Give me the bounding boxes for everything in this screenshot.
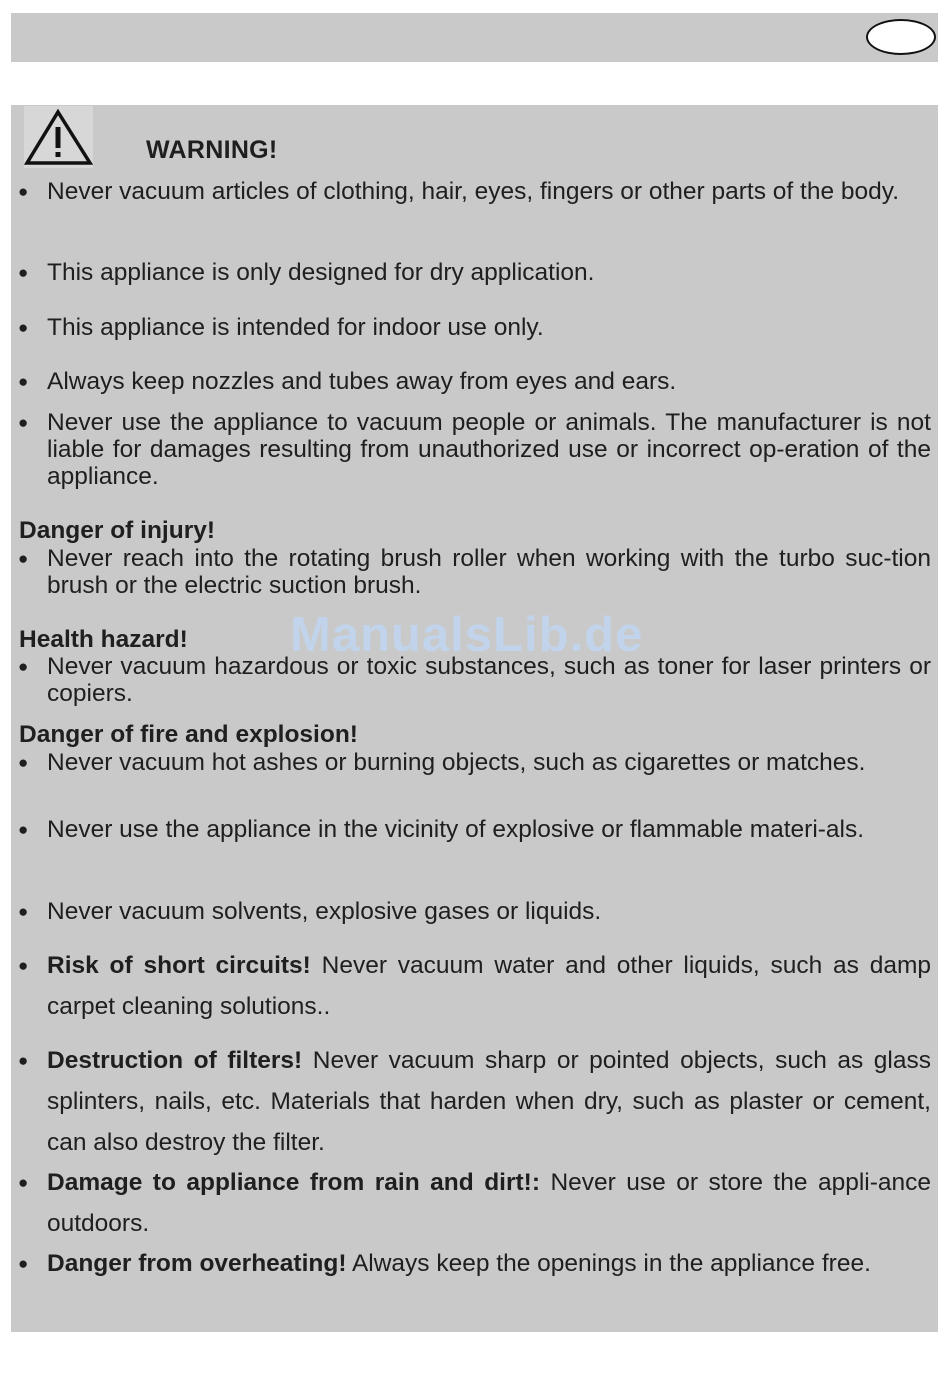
item-label: Damage to appliance from rain and dirt!:	[47, 1169, 540, 1196]
warning-triangle-icon	[24, 106, 93, 168]
warning-title: WARNING!	[146, 136, 278, 164]
list-item: ● This appliance is only designed for dry application.	[47, 259, 931, 286]
section-heading-injury: Danger of injury!	[19, 517, 216, 544]
list-item: ● Never use the appliance in the vicinity of explosive or flammable materi-als.	[47, 816, 931, 843]
item-text: Never vacuum sharp or pointed objects, such as glass splinters, nails, etc. Materials that harden when dry, such as plaster or cement, can also destroy the filter.	[47, 1047, 932, 1156]
item-text: Never use or store the appli-ance outdoors.	[47, 1169, 932, 1237]
section-heading-fire: Danger of fire and explosion!	[19, 721, 358, 748]
list-item: ● Never vacuum hazardous or toxic substances, such as toner for laser printers or copiers.	[47, 653, 931, 707]
item-label: Destruction of filters!	[47, 1047, 303, 1074]
list-item	[47, 1162, 931, 1244]
list-item: ● Never vacuum hot ashes or burning objects, such as cigarettes or matches.	[47, 749, 931, 776]
list-item	[47, 945, 931, 1027]
watermark: ManualsLib.de	[290, 608, 644, 662]
item-label: Risk of short circuits!	[47, 952, 311, 979]
list-item: ● This appliance is intended for indoor use only.	[47, 314, 931, 341]
item-label: Danger from overheating!	[47, 1250, 347, 1277]
list-item: ● Always keep nozzles and tubes away from eyes and ears.	[47, 368, 931, 395]
list-item: ● Never vacuum solvents, explosive gases or liquids.	[47, 898, 931, 925]
list-item	[47, 1243, 931, 1284]
language-badge	[866, 19, 936, 55]
list-item: ● Never reach into the rotating brush roller when working with the turbo suc-tion brush or the electric suction brush.	[47, 545, 931, 599]
section-heading-health: Health hazard!	[19, 626, 188, 653]
list-item: ● Never vacuum articles of clothing, hair, eyes, fingers or other parts of the body.	[47, 178, 931, 205]
header-bar	[11, 13, 938, 62]
item-text: Always keep the openings in the appliance free.	[346, 1250, 871, 1277]
list-item: ● Never use the appliance to vacuum people or animals. The manufacturer is not liable for damages resulting from unauthorized use or incorrect op-eration of the appliance.	[47, 409, 931, 490]
list-item	[47, 1040, 931, 1163]
item-text: Never vacuum water and other liquids, such as damp carpet cleaning solutions..	[47, 952, 931, 1020]
